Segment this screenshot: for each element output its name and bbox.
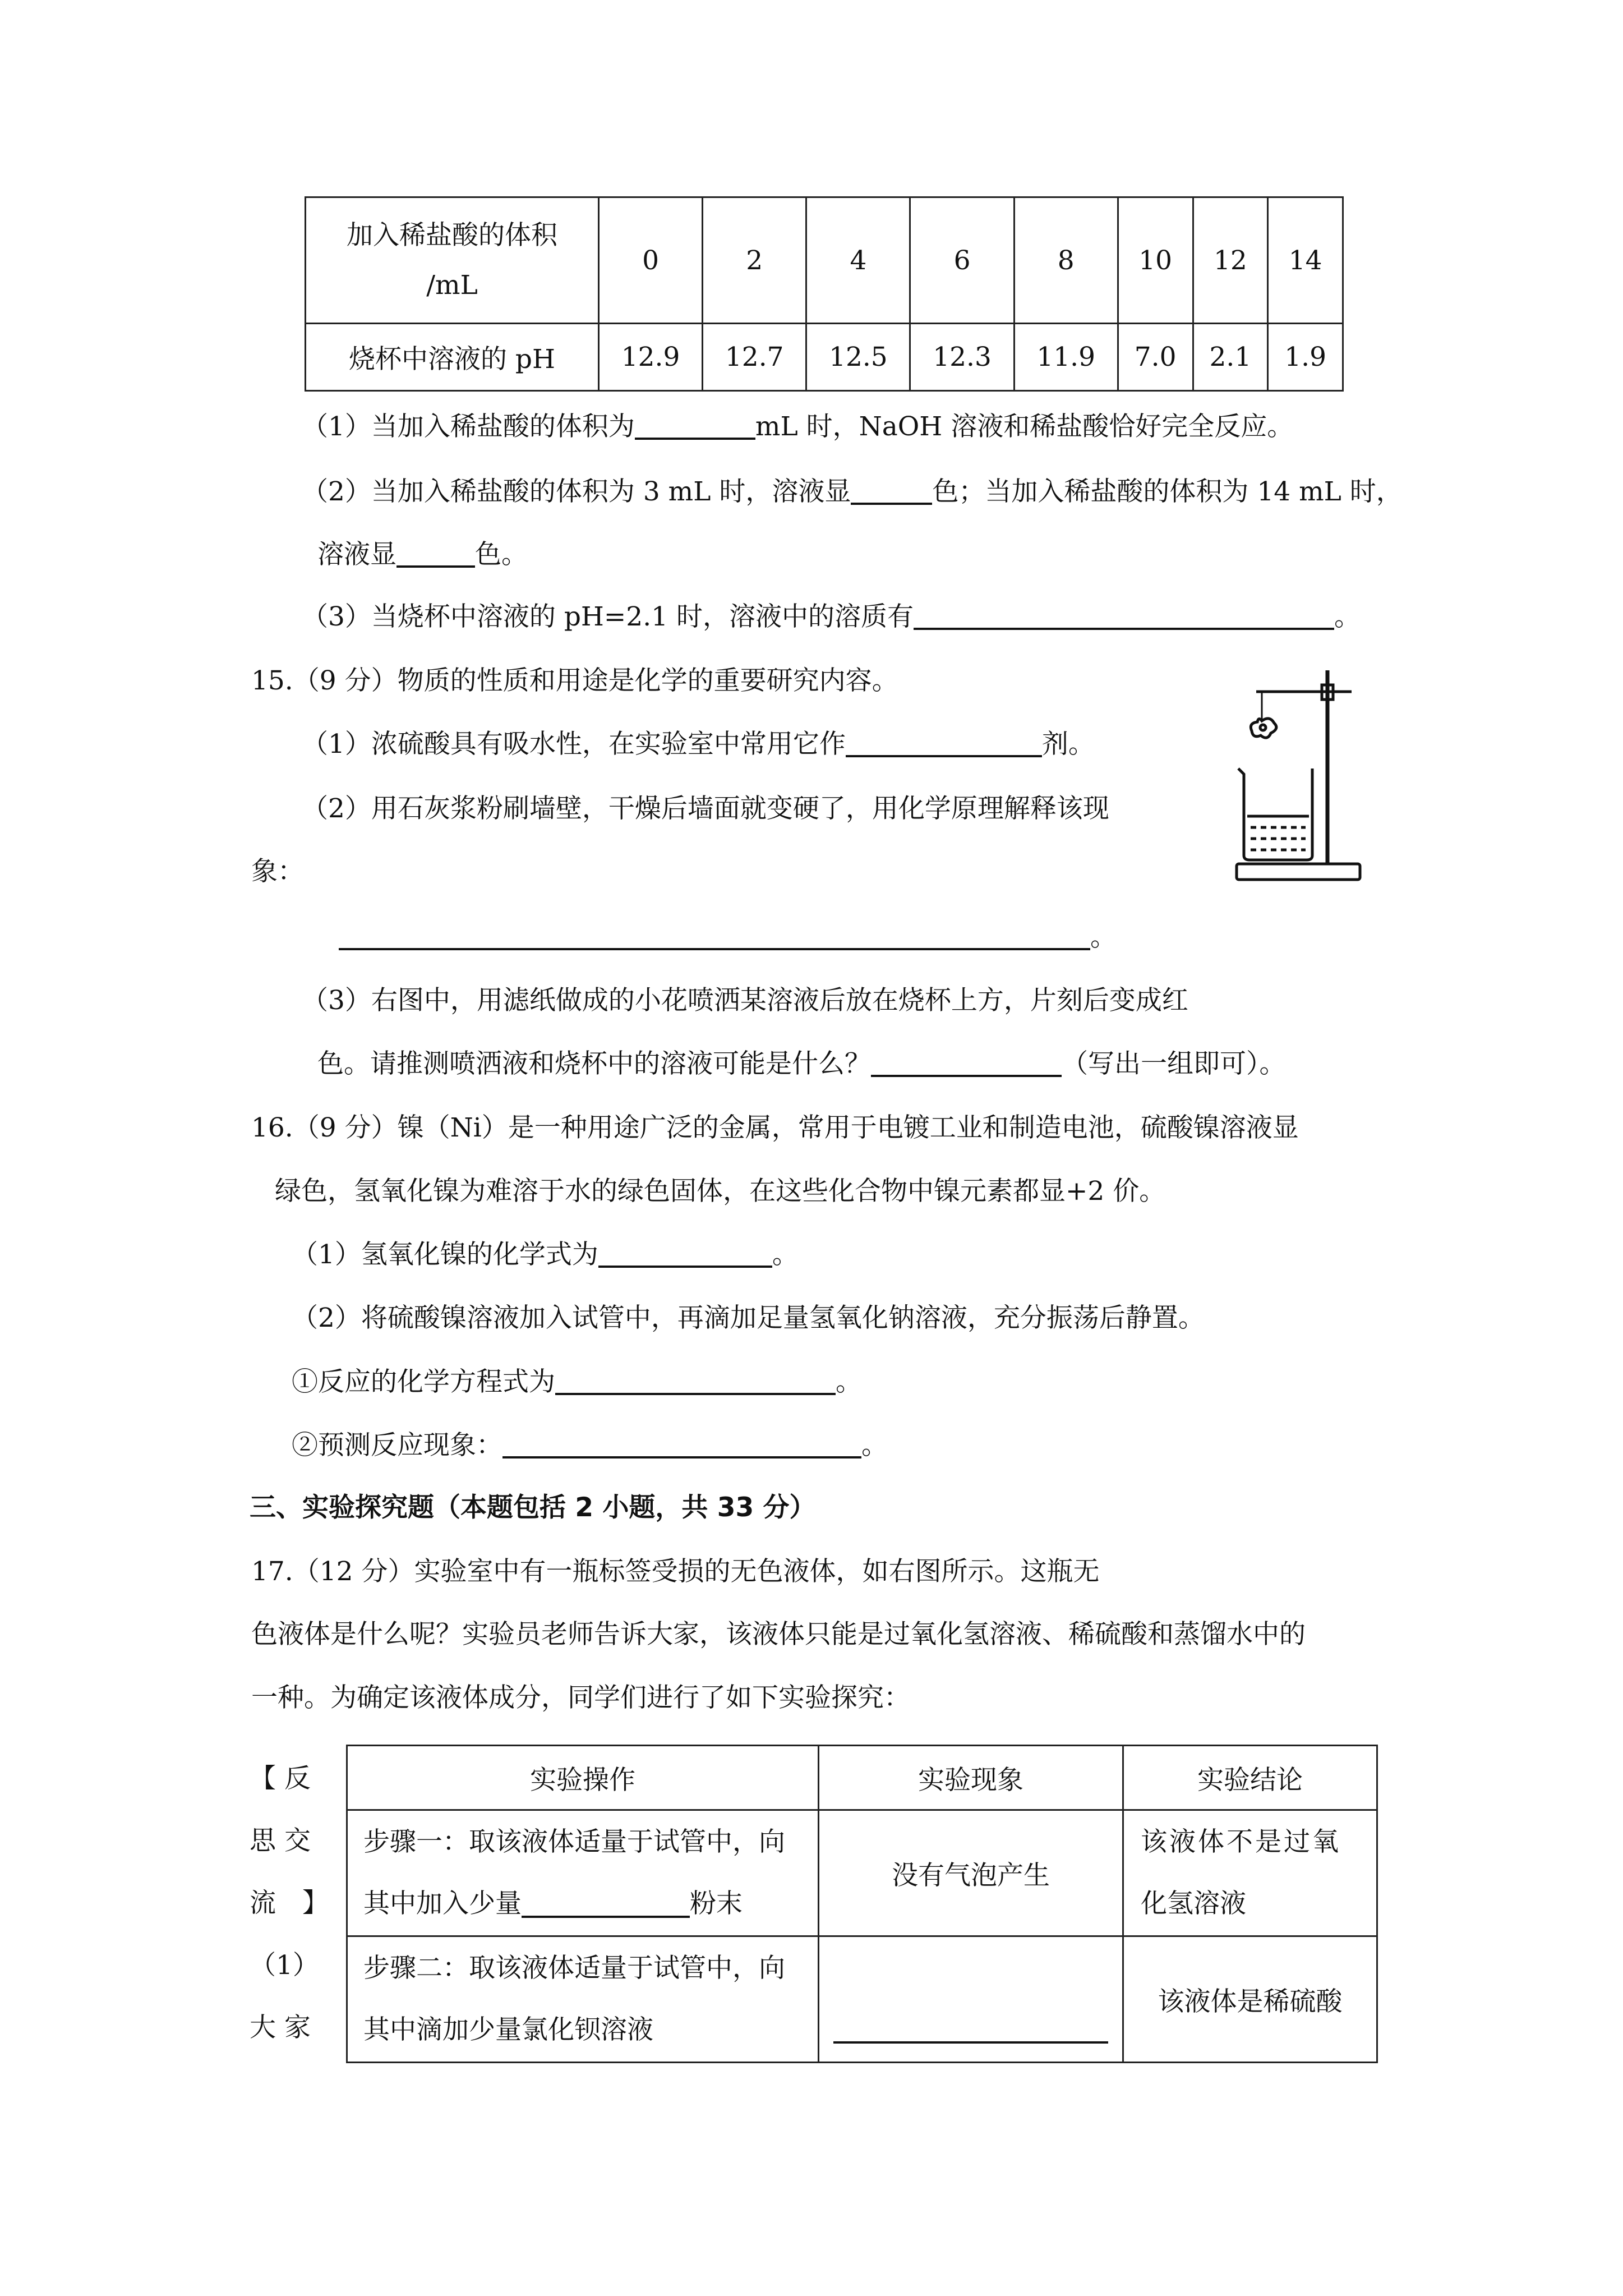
q14-part3 xyxy=(302,601,1361,632)
q15-title: 15.（9 分）物质的性质和用途是化学的重要研究内容。 xyxy=(251,665,898,696)
ph-cell: 7.0 xyxy=(1118,324,1193,391)
q15-p1-text: （1）浓硫酸具有吸水性，在实验室中常用它作 xyxy=(302,729,846,760)
flower-beaker-stand-figure xyxy=(1217,665,1380,889)
q15-part3-b xyxy=(317,1048,1286,1079)
q14-p2-text-d: 色。 xyxy=(475,539,528,570)
header-phenomenon: 实验现象 xyxy=(819,1746,1123,1810)
volume-cell: 14 xyxy=(1268,197,1343,324)
q14-p2-text-c: 溶液显 xyxy=(317,539,396,570)
q14-p3-text: （3）当烧杯中溶液的 pH=2.1 时，溶液中的溶质有 xyxy=(302,601,914,632)
answer-blank[interactable] xyxy=(871,1075,1062,1077)
q17-title-a: 17.（12 分）实验室中有一瓶标签受损的无色液体，如右图所示。这瓶无 xyxy=(251,1556,1100,1587)
q16-part2: （2）将硫酸镍溶液加入试管中，再滴加足量氢氧化钠溶液，充分振荡后静置。 xyxy=(292,1303,1205,1333)
volume-cell: 4 xyxy=(806,197,910,324)
ph-cell: 11.9 xyxy=(1014,324,1118,391)
q15-p2-end: 。 xyxy=(1090,922,1117,953)
experiment-table xyxy=(346,1745,1378,2063)
q16-p2-1-end: 。 xyxy=(836,1366,862,1397)
answer-blank[interactable] xyxy=(502,1456,861,1458)
q14-part2 xyxy=(302,478,1403,505)
answer-blank[interactable] xyxy=(555,1393,836,1395)
q15-part1 xyxy=(302,729,1095,760)
answer-blank[interactable] xyxy=(635,438,755,440)
ph-table-row2-label: 烧杯中溶液的 pH xyxy=(306,324,599,391)
step1-conc-line1: 该液体不是过氧 xyxy=(1141,1826,1341,1857)
step1-op-end: 粉末 xyxy=(690,1888,743,1919)
side-line: 思 交 xyxy=(250,1825,311,1856)
answer-blank[interactable] xyxy=(846,755,1042,757)
row1-label-line2: /mL xyxy=(426,270,478,301)
q14-p1-text: （1）当加入稀盐酸的体积为 xyxy=(302,411,635,442)
q14-p2-text: （2）当加入稀盐酸的体积为 3 mL 时，溶液显 xyxy=(302,476,851,507)
volume-cell: 8 xyxy=(1014,197,1118,324)
side-line: 【 反 xyxy=(250,1763,311,1794)
q15-p3-text: 色。请推测喷洒液和烧杯中的溶液可能是什么？ xyxy=(317,1048,871,1079)
ph-table xyxy=(305,196,1344,392)
answer-blank[interactable] xyxy=(914,628,1334,630)
volume-cell: 2 xyxy=(703,197,806,324)
q14-p2-text-mid: 色；当加入稀盐酸的体积为 14 mL 时， xyxy=(932,476,1403,507)
step1-op-text: 其中加入少量 xyxy=(363,1888,522,1919)
step1-op-line1: 步骤一：取该液体适量于试管中，向 xyxy=(363,1826,785,1857)
q16-p1-text: （1）氢氧化镍的化学式为 xyxy=(292,1239,598,1270)
header-operation: 实验操作 xyxy=(347,1746,819,1810)
answer-blank[interactable] xyxy=(851,503,932,505)
ph-cell: 12.7 xyxy=(703,324,806,391)
step2-operation xyxy=(347,1936,819,2063)
q17-title-b: 色液体是什么呢？实验员老师告诉大家，该液体只能是过氧化氢溶液、稀硫酸和蒸馏水中的 xyxy=(251,1619,1306,1650)
q16-p2-1-text: ①反应的化学方程式为 xyxy=(292,1366,555,1397)
q16-p1-end: 。 xyxy=(772,1239,799,1270)
q15-p1-text-end: 剂。 xyxy=(1041,729,1095,760)
q14-part1 xyxy=(302,413,1293,440)
step1-conclusion xyxy=(1123,1810,1377,1936)
q17-side-text xyxy=(250,1747,334,2059)
side-line: （1） xyxy=(250,1950,319,1981)
ph-cell: 2.1 xyxy=(1193,324,1268,391)
ph-cell: 12.3 xyxy=(910,324,1014,391)
ph-table-row1-label xyxy=(306,197,599,324)
q16-p2-2-text: ②预测反应现象： xyxy=(292,1430,502,1461)
volume-cell: 10 xyxy=(1118,197,1193,324)
step1-operation xyxy=(347,1810,819,1936)
step1-conc-line2: 化氢溶液 xyxy=(1141,1888,1246,1919)
side-line: 流 】 xyxy=(250,1888,329,1918)
q16-part2-1 xyxy=(292,1366,862,1397)
answer-blank[interactable] xyxy=(396,565,475,568)
step1-op-line2 xyxy=(363,1873,818,1935)
header-conclusion: 实验结论 xyxy=(1123,1746,1377,1810)
answer-blank[interactable] xyxy=(598,1266,772,1268)
step2-conclusion: 该液体是稀硫酸 xyxy=(1123,1936,1377,2063)
step2-op-line2: 其中滴加少量氯化钡溶液 xyxy=(363,2014,653,2045)
step1-phenomenon: 没有气泡产生 xyxy=(819,1810,1123,1936)
q17-title-c: 一种。为确定该液体成分，同学们进行了如下实验探究： xyxy=(251,1682,910,1713)
ph-cell: 12.9 xyxy=(599,324,703,391)
answer-blank[interactable] xyxy=(522,1916,690,1918)
q15-part3: （3）右图中，用滤纸做成的小花喷洒某溶液后放在烧杯上方，片刻后变成红 xyxy=(302,985,1188,1016)
q14-p3-text-end: 。 xyxy=(1334,601,1361,632)
q16-title-a: 16.（9 分）镍（Ni）是一种用途广泛的金属，常用于电镀工业和制造电池，硫酸镍溶液显 xyxy=(251,1112,1299,1143)
side-line: 大 家 xyxy=(250,2012,311,2043)
volume-cell: 0 xyxy=(599,197,703,324)
answer-blank[interactable] xyxy=(833,2041,1108,2044)
answer-blank[interactable] xyxy=(339,948,1090,950)
volume-cell: 12 xyxy=(1193,197,1268,324)
step2-phenomenon xyxy=(819,1936,1123,2063)
ph-cell: 12.5 xyxy=(806,324,910,391)
q15-p3-text-end: （写出一组即可）。 xyxy=(1062,1048,1286,1079)
ph-cell: 1.9 xyxy=(1268,324,1343,391)
volume-cell: 6 xyxy=(910,197,1014,324)
q14-part2-cont xyxy=(317,541,528,568)
row1-label-line1: 加入稀盐酸的体积 xyxy=(347,219,557,251)
q16-part1 xyxy=(292,1241,799,1268)
q15-part2-b: 象： xyxy=(251,856,304,887)
q16-title-b: 绿色，氢氧化镍为难溶于水的绿色固体，在这些化合物中镍元素都显+2 价。 xyxy=(275,1176,1166,1207)
q16-part2-2 xyxy=(292,1430,888,1461)
section3-title: 三、实验探究题（本题包括 2 小题，共 33 分） xyxy=(250,1492,816,1523)
q14-p1-text-end: mL 时，NaOH 溶液和稀盐酸恰好完全反应。 xyxy=(755,411,1294,442)
q16-p2-2-end: 。 xyxy=(861,1430,888,1461)
q15-part2-answer xyxy=(339,922,1117,953)
step2-op-line1: 步骤二：取该液体适量于试管中，向 xyxy=(363,1953,785,1984)
q15-part2: （2）用石灰浆粉刷墙壁，干燥后墙面就变硬了，用化学原理解释该现 xyxy=(302,793,1109,824)
